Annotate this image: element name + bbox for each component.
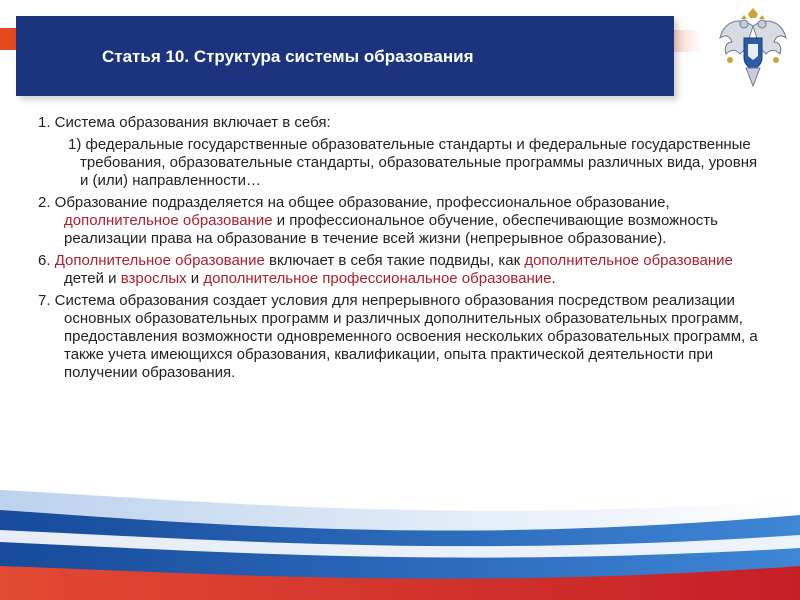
highlight-term: Дополнительное образование (54, 252, 265, 269)
text-segment: 1. Система образования включает в себя: (38, 114, 331, 131)
highlight-term: взрослых (120, 270, 187, 287)
slide-title: Статья 10. Структура системы образования (102, 47, 474, 66)
decorative-waves (0, 470, 800, 600)
text-segment: 1) федеральные государственные образовательные стандарты и федеральные государственные требования, образовательные стандарты, образовательные программы различных вида, уровня и (или) направленности… (68, 136, 758, 189)
paragraph-2 (38, 194, 768, 248)
article-body (38, 114, 768, 386)
highlight-term: дополнительное профессиональное образование (203, 270, 552, 287)
highlight-term: дополнительное образование (64, 212, 273, 229)
paragraph-1 (38, 114, 768, 132)
text-segment: 7. Система образования создает условия для непрерывного образования посредством реализации основных образовательных программ и различных дополнительных образовательных программ, предоставления возможности одновременного освоения нескольких образовательных программ, а также учета имеющихся образования, квалификации, опыта практической деятельности при получении образования. (38, 292, 758, 381)
text-segment: 2. Образование подразделяется на общее образование, профессиональное образование, (38, 194, 670, 211)
text-segment: и (186, 270, 204, 287)
title-bar (16, 16, 674, 96)
paragraph-1-1 (52, 136, 768, 190)
double-headed-eagle-emblem-icon (718, 8, 788, 94)
title-fade-stripe (674, 30, 700, 52)
text-segment: 6. (38, 252, 55, 269)
text-segment: и профессиональное обучение, обеспечивающие возможность реализации права на образование в течение всей жизни (непрерывное образование). (64, 212, 718, 247)
text-segment: включает в себя такие подвиды, как (264, 252, 525, 269)
paragraph-6 (38, 252, 768, 288)
highlight-term: дополнительное образование (524, 252, 733, 269)
paragraph-7 (38, 292, 768, 382)
text-segment: детей и (64, 270, 121, 287)
text-segment: . (551, 270, 556, 287)
